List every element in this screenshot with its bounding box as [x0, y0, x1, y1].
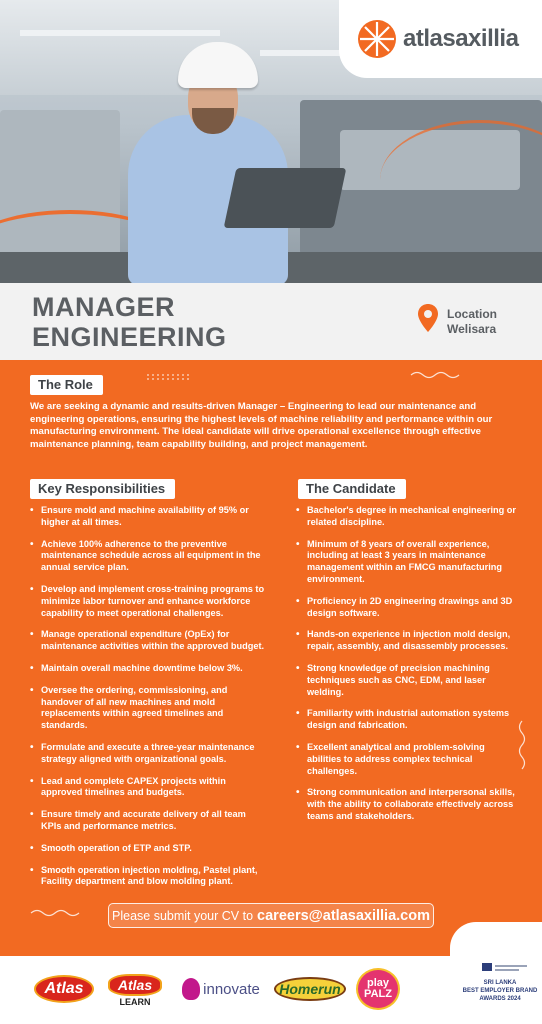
atlas-learn-top: Atlas: [108, 974, 162, 996]
wave-decoration-icon: [30, 908, 80, 918]
atlas-learn-logo: [104, 970, 166, 1010]
responsibility-item: • Achieve 100% adherence to the preventive maintenance schedule across all equipment in the annual service plan.: [30, 539, 268, 574]
playpalz-top: play: [366, 977, 389, 989]
logo-wordmark: atlasaxillia: [403, 25, 519, 52]
responsibility-item: • Maintain overall machine downtime below 3%.: [30, 663, 268, 675]
apply-email-link[interactable]: careers@atlasaxillia.com: [257, 907, 430, 924]
atlasaxillia-logo-icon: [357, 19, 397, 59]
homerun-logo: Homerun: [274, 977, 346, 1001]
candidate-heading: The Candidate: [298, 479, 406, 499]
wave-decoration-icon: [517, 720, 527, 772]
dots-decoration-icon: [146, 373, 192, 381]
candidate-requirement-item: • Bachelor's degree in mechanical engineering or related discipline.: [296, 505, 521, 529]
wave-decoration-icon: [410, 370, 460, 380]
award-line3: AWARDS 2024: [479, 996, 521, 1002]
responsibility-item: • Smooth operation injection molding, Pastel plant, Facility department and blow molding plant.: [30, 865, 268, 889]
playpalz-logo: [356, 968, 400, 1010]
responsibility-item: • Smooth operation of ETP and STP.: [30, 843, 268, 855]
responsibility-item: • Manage operational expenditure (OpEx) for maintenance activities within the approved budget.: [30, 629, 268, 653]
job-title-line2: ENGINEERING: [32, 322, 227, 352]
award-line2: BEST EMPLOYER BRAND: [462, 988, 538, 994]
atlas-logo: Atlas: [34, 975, 94, 1003]
location-label: Location: [447, 307, 497, 321]
responsibility-item: • Lead and complete CAPEX projects within approved timelines and budgets.: [30, 776, 268, 800]
award-line1: SRI LANKA: [483, 980, 517, 986]
responsibility-item: • Ensure timely and accurate delivery of all team KPIs and performance metrics.: [30, 809, 268, 833]
responsibility-item: • Develop and implement cross-training programs to minimize labor turnover and enhance workforce capability to meet operational challenges.: [30, 584, 268, 619]
candidate-list: [296, 505, 521, 833]
company-logo: [339, 0, 542, 78]
innovate-logo: [177, 976, 265, 1002]
role-description: We are seeking a dynamic and results-driven Manager – Engineering to lead our maintenance and engineering operations, ensuring the highest levels of machine reliability and performance within our manufacturing environment. The ideal candidate will drive operational excellence through effective maintenance planning, team capability building, and project management.: [30, 401, 493, 450]
job-title-line1: MANAGER: [32, 292, 175, 322]
candidate-requirement-item: • Strong knowledge of precision machining techniques such as CNC, EDM, and laser welding.: [296, 663, 521, 698]
lightbulb-icon: [182, 978, 200, 1000]
role-heading: The Role: [30, 375, 103, 395]
responsibility-item: • Oversee the ordering, commissioning, and handover of all new machines and mold replacements within agreed timelines and standards.: [30, 685, 268, 732]
apply-text: Please submit your CV to: [112, 908, 254, 923]
responsibility-item: • Formulate and execute a three-year maintenance strategy aligned with organizational goals.: [30, 742, 268, 766]
candidate-requirement-item: • Hands-on experience in injection mold design, repair, assembly, and disassembly processes.: [296, 629, 521, 653]
atlas-learn-bottom: LEARN: [119, 996, 151, 1007]
playpalz-bottom: PALZ: [364, 988, 392, 1000]
engineer-figure: [120, 30, 310, 283]
candidate-requirement-item: • Proficiency in 2D engineering drawings and 3D design software.: [296, 596, 521, 620]
innovate-wordmark: innovate: [203, 980, 260, 998]
candidate-requirement-item: • Excellent analytical and problem-solving abilities to address complex technical challenges.: [296, 742, 521, 777]
responsibilities-heading: Key Responsibilities: [30, 479, 175, 499]
responsibilities-list: [30, 505, 268, 898]
location-pin-icon: [417, 303, 439, 333]
apply-bar: [108, 903, 434, 928]
candidate-requirement-item: • Minimum of 8 years of overall experience, including at least 3 years in maintenance management within an FMCG manufacturing environment.: [296, 539, 521, 586]
candidate-requirement-item: • Familiarity with industrial automation systems design and fabrication.: [296, 708, 521, 732]
responsibility-item: • Ensure mold and machine availability of 95% or higher at all times.: [30, 505, 268, 529]
location-value: Welisara: [447, 322, 497, 336]
award-emblem-icon: [480, 960, 530, 974]
candidate-requirement-item: • Strong communication and interpersonal skills, with the ability to collaborate effectively across teams and stakeholders.: [296, 787, 521, 822]
